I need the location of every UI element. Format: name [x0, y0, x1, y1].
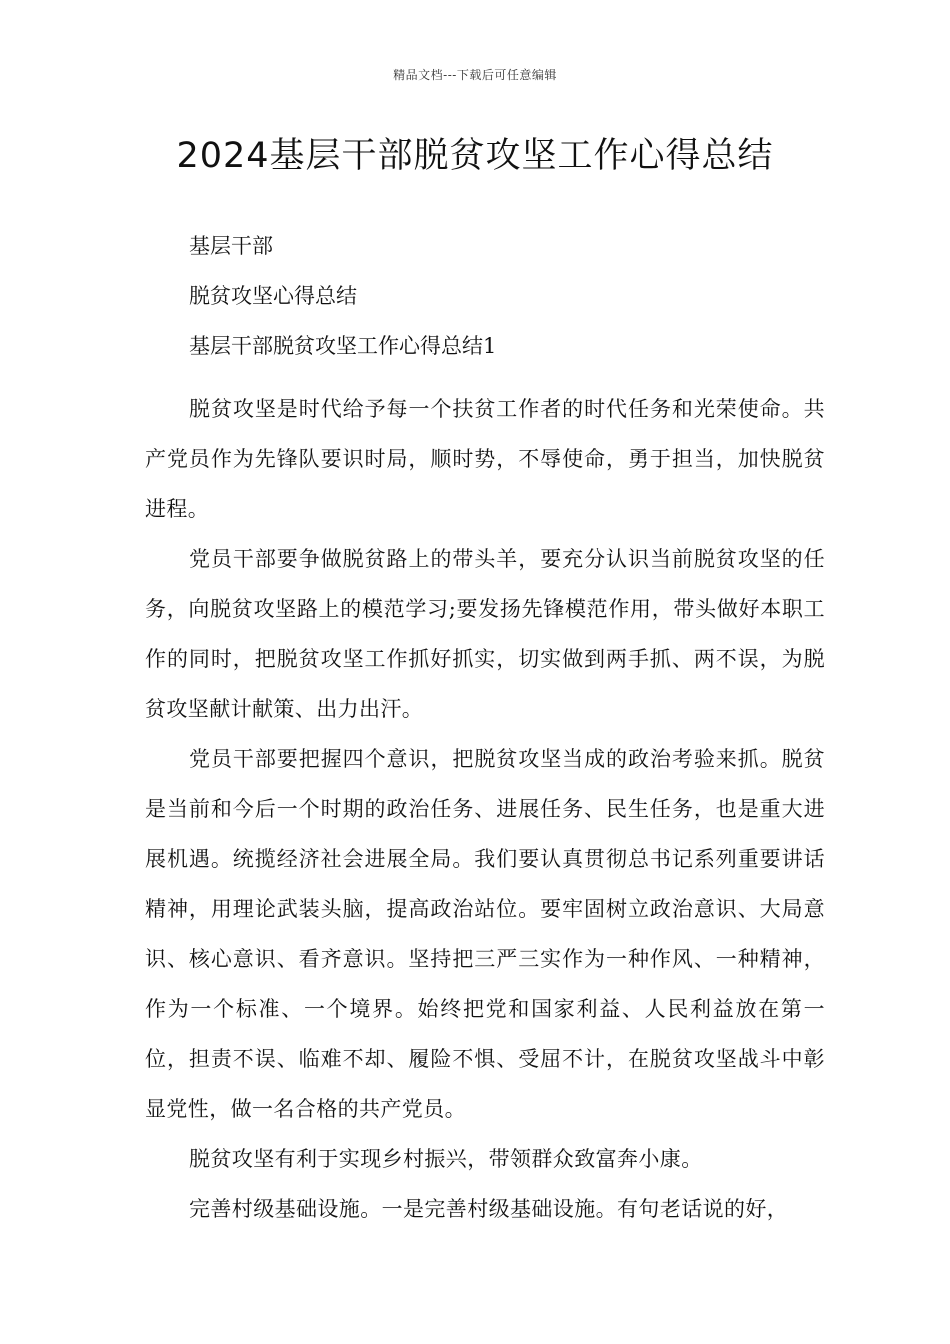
paragraph: 脱贫攻坚是时代给予每一个扶贫工作者的时代任务和光荣使命。共产党员作为先锋队要识时局，顺时势，不辱使命，勇于担当，加快脱贫进程。 [145, 397, 825, 521]
header-note: 精品文档---下载后可任意编辑 [393, 68, 557, 82]
paragraph: 脱贫攻坚有利于实现乡村振兴，带领群众致富奔小康。 [189, 1147, 703, 1171]
meta-line-topic: 脱贫攻坚心得总结 [189, 284, 357, 308]
meta-line-section-heading: 基层干部脱贫攻坚工作心得总结1 [189, 334, 497, 358]
meta-line-author: 基层干部 [189, 234, 273, 258]
paragraph: 完善村级基础设施。一是完善村级基础设施。有句老话说的好， [189, 1197, 789, 1221]
paragraph: 党员干部要争做脱贫路上的带头羊，要充分认识当前脱贫攻坚的任务，向脱贫攻坚路上的模范学习;要发扬先锋模范作用，带头做好本职工作的同时，把脱贫攻坚工作抓好抓实，切实做到两手抓、两不误，为脱贫攻坚献计献策、出力出汗。 [145, 547, 825, 721]
paragraph: 党员干部要把握四个意识，把脱贫攻坚当成的政治考验来抓。脱贫是当前和今后一个时期的政治任务、进展任务、民生任务，也是重大进展机遇。统揽经济社会进展全局。我们要认真贯彻总书记系列重要讲话精神，用理论武装头脑，提高政治站位。要牢固树立政治意识、大局意识、核心意识、看齐意识。坚持把三严三实作为一种作风、一种精神，作为一个标准、一个境界。始终把党和国家利益、人民利益放在第一位，担责不误、临难不却、履险不惧、受屈不计，在脱贫攻坚战斗中彰显党性，做一名合格的共产党员。 [145, 747, 825, 1121]
document-title: 2024基层干部脱贫攻坚工作心得总结 [176, 136, 774, 176]
document-body [145, 234, 825, 1234]
